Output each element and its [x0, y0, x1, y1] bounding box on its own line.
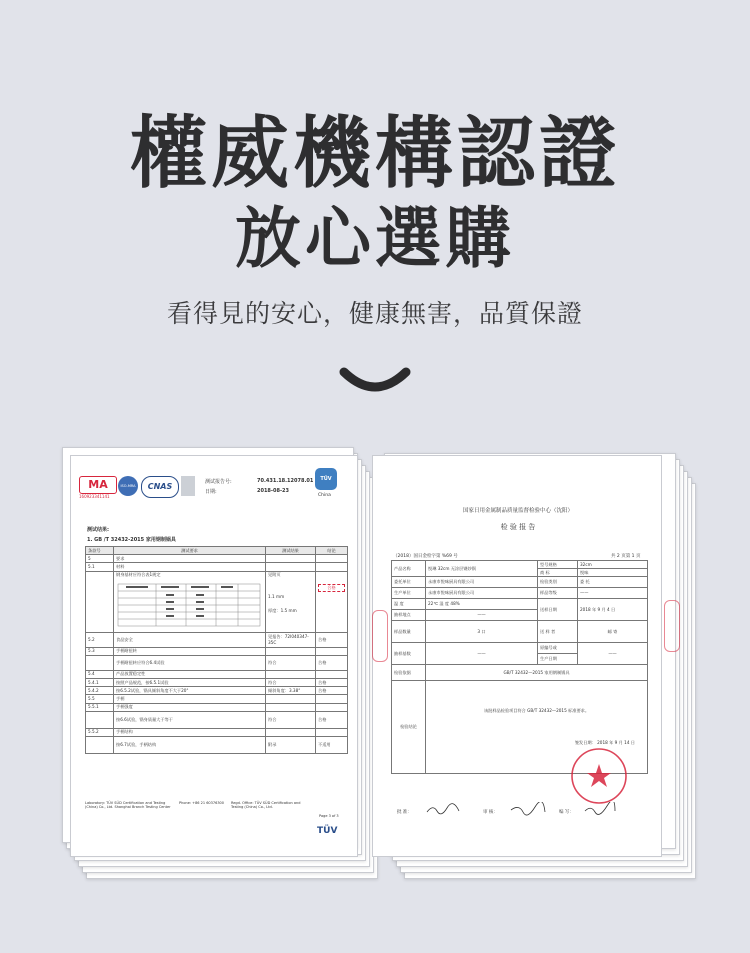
cell: 邮 寄: [578, 621, 648, 643]
table-row: [392, 599, 648, 610]
result-text: 厚度：1.5 mm: [268, 607, 297, 613]
cell: [266, 555, 316, 563]
cell: 合格: [316, 711, 348, 728]
cell: [266, 670, 316, 678]
cell: 生产日期: [538, 654, 578, 665]
cell: 悦琳 32cm 无涂层钢炒锅: [426, 561, 538, 577]
reviewer-label: 审 核：: [483, 810, 498, 815]
table-row: [392, 561, 648, 569]
inspection-table: [391, 560, 648, 774]
table-row: [86, 632, 348, 647]
report-title: 检 验 报 告: [500, 523, 536, 531]
cell: 合格: [316, 632, 348, 647]
inspector-label: 编 写：: [559, 810, 574, 815]
cell: [266, 695, 316, 703]
cell: 附录: [266, 736, 316, 753]
approver-label: 批 准：: [397, 810, 412, 815]
tagline: 看得見的安心，健康無害，品質保證: [166, 299, 583, 328]
cell: [86, 655, 114, 670]
cell: 按照产品规范，按6.5.1试验: [114, 678, 266, 686]
cell: 抽样基数: [392, 643, 426, 665]
footer-page: Page 3 of 3: [319, 814, 339, 818]
cell: [114, 571, 266, 632]
cell: [86, 736, 114, 753]
req-text: 钢身基材应符合表1规定: [116, 571, 161, 577]
cell: 样品数量: [392, 621, 426, 643]
cell: 按6.5.2试验，锅具倾斜角度不大于20°: [114, 687, 266, 695]
header-cell: 测试要求: [114, 547, 266, 555]
table-row: [86, 736, 348, 753]
cell: [266, 571, 316, 632]
cell: [86, 711, 114, 728]
report-no: 70.431.18.12078.01: [257, 478, 314, 484]
header-cell: 测试结果: [266, 547, 316, 555]
headline-line2: 放心選購: [235, 200, 515, 277]
cell: [316, 728, 348, 736]
cell: ——: [426, 610, 538, 621]
cell: 5.3: [86, 647, 114, 655]
cell: 5.5.1: [86, 703, 114, 711]
cell: 检验依据: [392, 665, 426, 681]
cell: 手柄: [114, 695, 266, 703]
cell: 符合: [266, 678, 316, 686]
ma-logo: MA: [79, 476, 117, 494]
seam-stamp-left: [372, 610, 388, 662]
center-name: 国家日用金属制品质量监督检验中心（沈阳）: [462, 508, 573, 514]
result-heading: 测试结果:: [87, 527, 109, 533]
result-text: 见附页: [268, 571, 281, 577]
cell: 材料: [114, 563, 266, 571]
cell: GB/T 32432—2015 家用钢制锅具: [426, 665, 648, 681]
cell: 倾斜角度：3.38°: [266, 687, 316, 695]
sign-date: 签发日期： 2018 年 9 月 14 日: [574, 740, 635, 746]
official-seal-stamp: [569, 746, 629, 806]
reviewer-signature: [509, 802, 549, 816]
cell: [316, 555, 348, 563]
cell: 5.5.2: [86, 728, 114, 736]
seam-stamp-right: [664, 600, 680, 652]
table-row: [392, 588, 648, 599]
cell: [266, 703, 316, 711]
cell: 符合: [266, 711, 316, 728]
cell: 检验类别: [538, 577, 578, 588]
cell: 5: [86, 555, 114, 563]
headline-line1: 權威機構認證: [128, 109, 621, 199]
table-row: [86, 571, 348, 632]
footer-tuv-logo: TÜV: [317, 826, 338, 836]
cell: 按6.7试验，手柄结构: [114, 736, 266, 753]
footer-phone: Phone: +86 21 60376300: [179, 801, 225, 805]
cell: 合格: [316, 678, 348, 686]
blurred-qr: [181, 476, 195, 496]
cell: [316, 670, 348, 678]
cell: 要求: [114, 555, 266, 563]
cell: 手柄耐扭转: [114, 647, 266, 655]
smile-chevron-icon: [338, 364, 412, 394]
cell: 按6.6试验，锅身质量大于等于: [114, 711, 266, 728]
date-label: 日期:: [205, 489, 217, 495]
table-row: [392, 665, 648, 681]
header-cell: 条款号: [86, 547, 114, 555]
table-row: [86, 678, 348, 686]
cell: ——: [578, 643, 648, 665]
cnas-logo: CNAS: [141, 476, 179, 498]
cell: [266, 563, 316, 571]
tuv-country: China: [318, 493, 331, 498]
cell: 符合: [266, 655, 316, 670]
table-row: [86, 728, 348, 736]
cell: 悦味: [578, 569, 648, 577]
footer-reg: Regd. Office: TÜV SÜD Certification and Testing (China) Co., Ltd.: [231, 801, 301, 809]
report-date: 2018-08-23: [257, 488, 289, 494]
pass-mark: 合格: [318, 584, 345, 592]
cell: 食品安全: [114, 632, 266, 647]
report-code: （2018）国日金检字第 %69 号: [393, 554, 458, 559]
cell: [316, 703, 348, 711]
cell: 手柄强度: [114, 703, 266, 711]
table-row: [86, 703, 348, 711]
header-cell: 结论: [316, 547, 348, 555]
cell: 22℃ 湿 度 48%: [426, 599, 538, 610]
table-row: [86, 555, 348, 563]
table-row: [86, 695, 348, 703]
cell: 不适用: [316, 736, 348, 753]
cell: 手柄结构: [114, 728, 266, 736]
cell: 型号规格: [538, 561, 578, 569]
cell: ——: [426, 643, 538, 665]
cell: 见报告：72I040347-35C: [266, 632, 316, 647]
cell: [316, 563, 348, 571]
result-text: 1.1 mm: [268, 593, 285, 599]
cell: 永康市悦味厨具有限公司: [426, 577, 538, 588]
cell: ——: [578, 588, 648, 599]
cell: [316, 571, 348, 632]
cell: 2018 年 9 月 4 日: [578, 599, 648, 621]
tuv-test-report: [70, 455, 358, 857]
tuv-octagon-logo: TÜV: [315, 468, 337, 490]
cell: 样品等级: [538, 588, 578, 599]
cell: 永康市悦味厨具有限公司: [426, 588, 538, 599]
cell: 温 度: [392, 599, 426, 610]
cell: 商 标: [538, 569, 578, 577]
cell: [86, 571, 114, 632]
cell: [316, 695, 348, 703]
table-row: [392, 577, 648, 588]
cell: [266, 647, 316, 655]
table-row: [86, 687, 348, 695]
cell: [266, 728, 316, 736]
cell: 合格: [316, 687, 348, 695]
iso-mra-logo: ISO-MRA: [118, 476, 138, 496]
table-row: [86, 563, 348, 571]
report-no-label: 测试报告号:: [205, 479, 232, 485]
cell: 5.5: [86, 695, 114, 703]
cell: 32cm: [578, 561, 648, 569]
cell: 送样日期: [538, 599, 578, 621]
table-row: [392, 621, 648, 643]
cell: 产品放置稳定性: [114, 670, 266, 678]
cell: 3 口: [426, 621, 538, 643]
table-row: [86, 647, 348, 655]
conclusion-text: 该批样品检验项目符合 GB/T 32432—2015 标准要求。: [483, 708, 590, 714]
cell: 原编号或: [538, 643, 578, 654]
cell: 5.4: [86, 670, 114, 678]
cell: 5.4.1: [86, 678, 114, 686]
ma-id: 160923341141: [79, 494, 110, 499]
page-number: 共 2 页第 1 页: [611, 554, 641, 559]
cell: 5.4.2: [86, 687, 114, 695]
cell: 抽样地点: [392, 610, 426, 621]
material-subtable: [116, 578, 262, 628]
table-row: [86, 655, 348, 670]
cell: 委 托: [578, 577, 648, 588]
cell: 送 样 者: [538, 621, 578, 643]
inspection-report: [372, 455, 662, 857]
cell: 手柄耐扭转应符合6.4试验: [114, 655, 266, 670]
cell: 生产单位: [392, 588, 426, 599]
test-result-table: [85, 546, 348, 754]
footer-lab: Laboratory: TÜV SÜD Certification and Testing (China) Co., Ltd. Shanghai Branch Testing Center: [85, 801, 171, 809]
cell: 5.2: [86, 632, 114, 647]
cell: 合格: [316, 655, 348, 670]
cell: 5.1: [86, 563, 114, 571]
cell: 产品名称: [392, 561, 426, 577]
table-row: [86, 711, 348, 728]
approver-signature: [425, 802, 465, 816]
cell: [316, 647, 348, 655]
cell: 委托单位: [392, 577, 426, 588]
table-row: [392, 643, 648, 654]
table-row: [86, 670, 348, 678]
inspector-signature: [583, 802, 619, 816]
standard-title: 1. GB /T 32432-2015 家用钢制锅具: [87, 537, 176, 543]
cell: 检验结论: [392, 681, 426, 774]
